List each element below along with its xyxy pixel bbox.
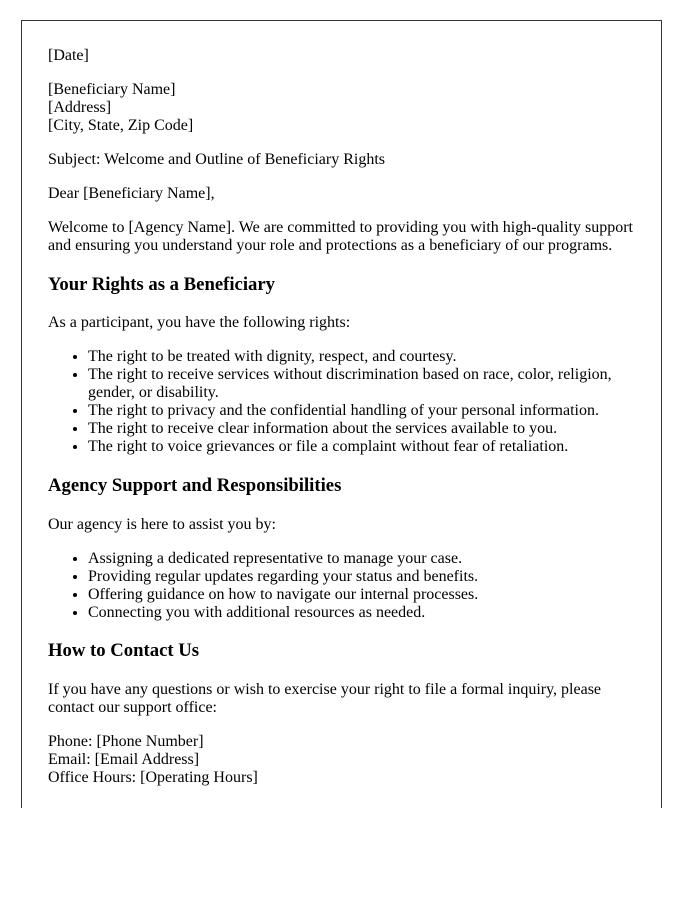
intro-paragraph: Welcome to [Agency Name]. We are committed to providing you with high-quality support and ensuring you understand your role and protections as a beneficiary of our programs. xyxy=(48,219,633,254)
contact-details-block xyxy=(48,733,635,787)
recipient-address-block xyxy=(48,81,635,135)
list-item: • Providing regular updates regarding your status and benefits. xyxy=(88,568,635,586)
support-list xyxy=(48,550,635,622)
list-item: • Connecting you with additional resources as needed. xyxy=(88,604,635,622)
list-item: • The right to receive clear information about the services available to you. xyxy=(88,420,635,438)
section-heading-contact: How to Contact Us xyxy=(48,640,200,662)
rights-list xyxy=(48,348,635,456)
section-lead-rights: As a participant, you have the following rights: xyxy=(48,314,351,332)
list-item: • The right to privacy and the confidential handling of your personal information. xyxy=(88,402,635,420)
recipient-address: [Address] xyxy=(48,99,112,116)
section-heading-rights: Your Rights as a Beneficiary xyxy=(48,273,276,295)
list-item: • The right to receive services without discrimination based on race, color, religion, gender, or disability. xyxy=(88,366,635,402)
date-placeholder: [Date] xyxy=(48,47,89,64)
list-item: • Assigning a dedicated representative to manage your case. xyxy=(88,550,635,568)
contact-phone-line: Phone: [Phone Number] xyxy=(48,733,204,751)
contact-hours-line: Office Hours: [Operating Hours] xyxy=(48,769,258,787)
contact-email-line: Email: [Email Address] xyxy=(48,751,200,769)
letter-frame xyxy=(21,20,662,808)
contact-intro: If you have any questions or wish to exercise your right to file a formal inquiry, please contact our support office: xyxy=(48,681,602,717)
list-item: • The right to be treated with dignity, respect, and courtesy. xyxy=(88,348,635,366)
section-heading-support: Agency Support and Responsibilities xyxy=(48,475,342,497)
list-item: • The right to voice grievances or file a complaint without fear of retaliation. xyxy=(88,438,635,456)
section-lead-support: Our agency is here to assist you by: xyxy=(48,515,276,533)
salutation: Dear [Beneficiary Name], xyxy=(48,185,215,202)
list-item: • Offering guidance on how to navigate our internal processes. xyxy=(88,586,635,604)
subject-line: Subject: Welcome and Outline of Beneficiary Rights xyxy=(48,151,385,168)
recipient-city-state-zip: [City, State, Zip Code] xyxy=(48,117,194,134)
recipient-name: [Beneficiary Name] xyxy=(48,81,176,98)
